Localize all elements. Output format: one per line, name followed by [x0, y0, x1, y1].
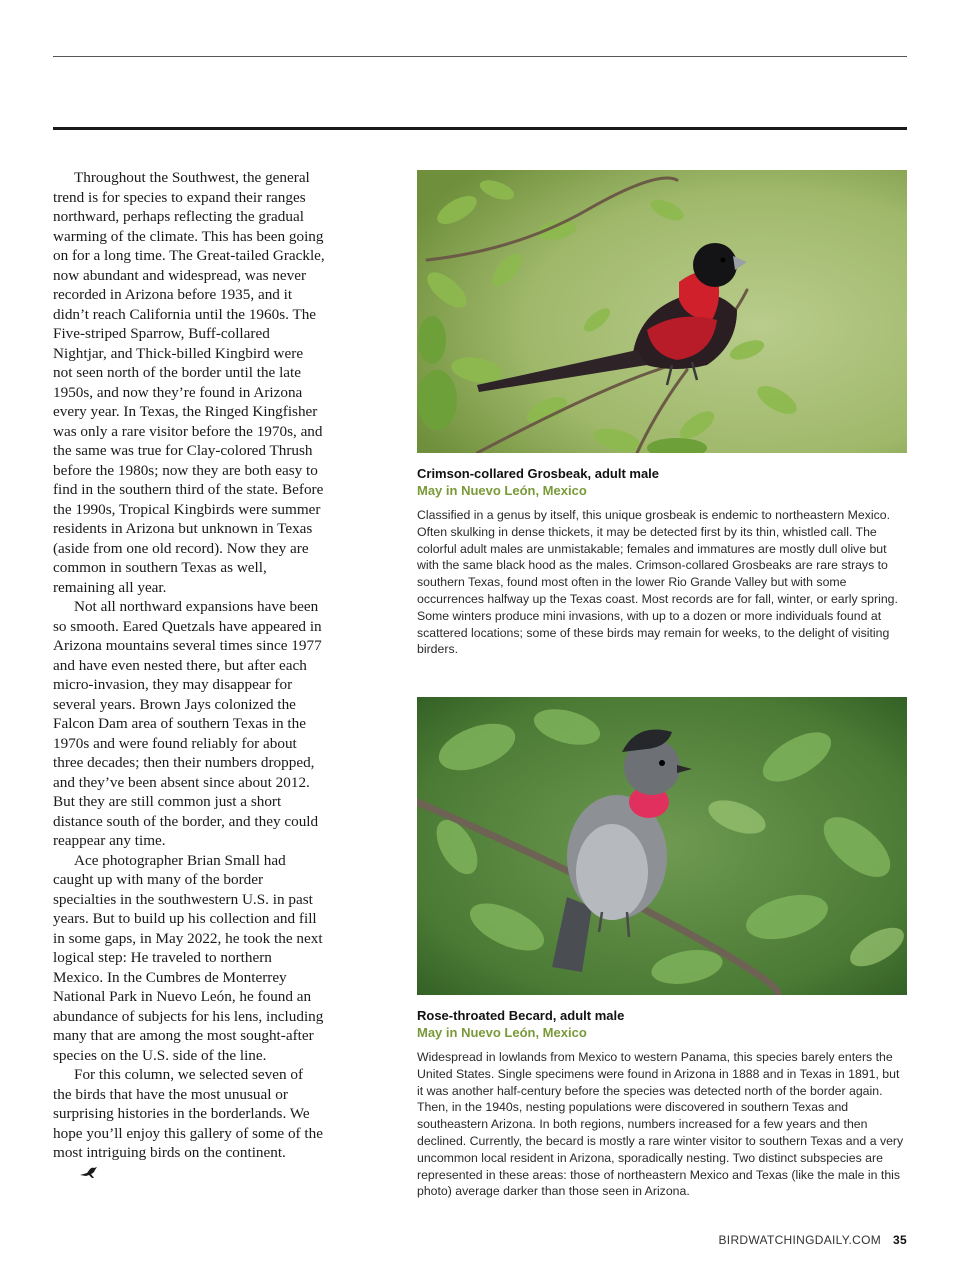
- caption-body: Classified in a genus by itself, this unique grosbeak is endemic to northeastern Mexico. Often skulking in dense thickets, it may be detected first by its thin, whistled call. The colorful adult males are unmistakable; females and immatures are mostly dull olive but with the same black hood as the males. Crimson-collared Grosbeaks are rare strays to southern Texas, found most often in the lower Rio Grande Valley but with some occurrences halfway up the Texas coast. Most records are for fall, winter, or early spring. Some winters produce mini invasions, with up to a dozen or more individuals found at scattered locations; some of these birds may remain for weeks, to the delight of visiting birders.: [417, 508, 898, 657]
- caption-location: May in Nuevo León, Mexico: [417, 483, 587, 498]
- caption-location: May in Nuevo León, Mexico: [417, 1025, 587, 1040]
- page-number: 35: [893, 1233, 907, 1247]
- caption-body: Widespread in lowlands from Mexico to western Panama, this species barely enters the United States. Single specimens were found in Arizona in 1888 and in Texas in 1891, but it was another half-century before the species was detected north of the border again. Then, in the 1940s, nesting populations were discovered in southern Texas and southeastern Arizona. In both regions, numbers increased for a few years and then declined. Currently, the becard is mostly a rare winter visitor to southern Texas and a very uncommon local resident in Arizona, sporadically nesting. Two distinct subspecies are represented in these areas: those of northeastern Mexico and Texas (like the male in this photo) average darker than those seen in Arizona.: [417, 1050, 904, 1199]
- grosbeak-photo: [417, 170, 907, 453]
- grosbeak-caption: [417, 465, 907, 658]
- caption-title: Rose-throated Becard, adult male: [417, 1008, 625, 1023]
- article-paragraph-text: For this column, we selected seven of the birds that have the most unusual or surprising histories in the borderlands. We hope you’ll enjoy this gallery of some of the most intriguing birds on the continent.: [53, 1066, 323, 1161]
- becard-caption: [417, 1007, 907, 1200]
- becard-photo: [417, 697, 907, 995]
- caption-title: Crimson-collared Grosbeak, adult male: [417, 466, 660, 481]
- article-paragraph: Throughout the Southwest, the general trend is for species to expand their ranges northward, perhaps reflecting the gradual warming of the climate. This has been going on for a long time. The Great-tailed Grackle, now abundant and widespread, was never recorded in Arizona before 1935, and it didn’t reach California until the 1960s. The Five-striped Sparrow, Buff-collared Nightjar, and Thick-billed Kingbird were not seen north of the border until the late 1950s, and now they’re found in Arizona every year. In Texas, the Ringed Kingfisher was only a rare visitor before the 1970s, and the same was true for Clay-colored Thrush before the 1980s; now they are both easy to find in the southern third of the state. Before the 1990s, Tropical Kingbirds were summer residents in Arizona but unknown in Texas (aside from one old record). Now they are common in southern Texas as well, remaining all year.: [53, 169, 325, 596]
- article-paragraph-final: [53, 1065, 325, 1185]
- article-paragraph: Ace photographer Brian Small had caught up with many of the border specialties in the southwestern U.S. in past years. But to build up his collection and fill in some gaps, in May 2022, he took the next logical step: He traveled to northern Mexico. In the Cumbres de Monterrey National Park in Nuevo León, he found an abundance of subjects for his lens, including many that are among the most sought-after species on the U.S. side of the line.: [53, 851, 324, 1064]
- page-footer: [719, 1233, 908, 1247]
- article-body: [53, 168, 325, 1185]
- header-rule-thin: [53, 56, 907, 57]
- bird-silhouette-icon: [57, 1166, 100, 1186]
- header-rule-thick: [53, 127, 907, 130]
- footer-site: BIRDWATCHINGDAILY.COM: [718, 1233, 882, 1247]
- article-paragraph: Not all northward expansions have been so smooth. Eared Quetzals have appeared in Arizona mountains several times since 1977 and have even nested there, but after each micro-invasion, they may disappear for several years. Brown Jays colonized the Falcon Dam area of southern Texas in the 1970s and were found reliably for about three decades; then their numbers dropped, and they’ve been absent since about 2012. But they are still common just a short distance south of the border, and they could reappear any time.: [53, 598, 322, 849]
